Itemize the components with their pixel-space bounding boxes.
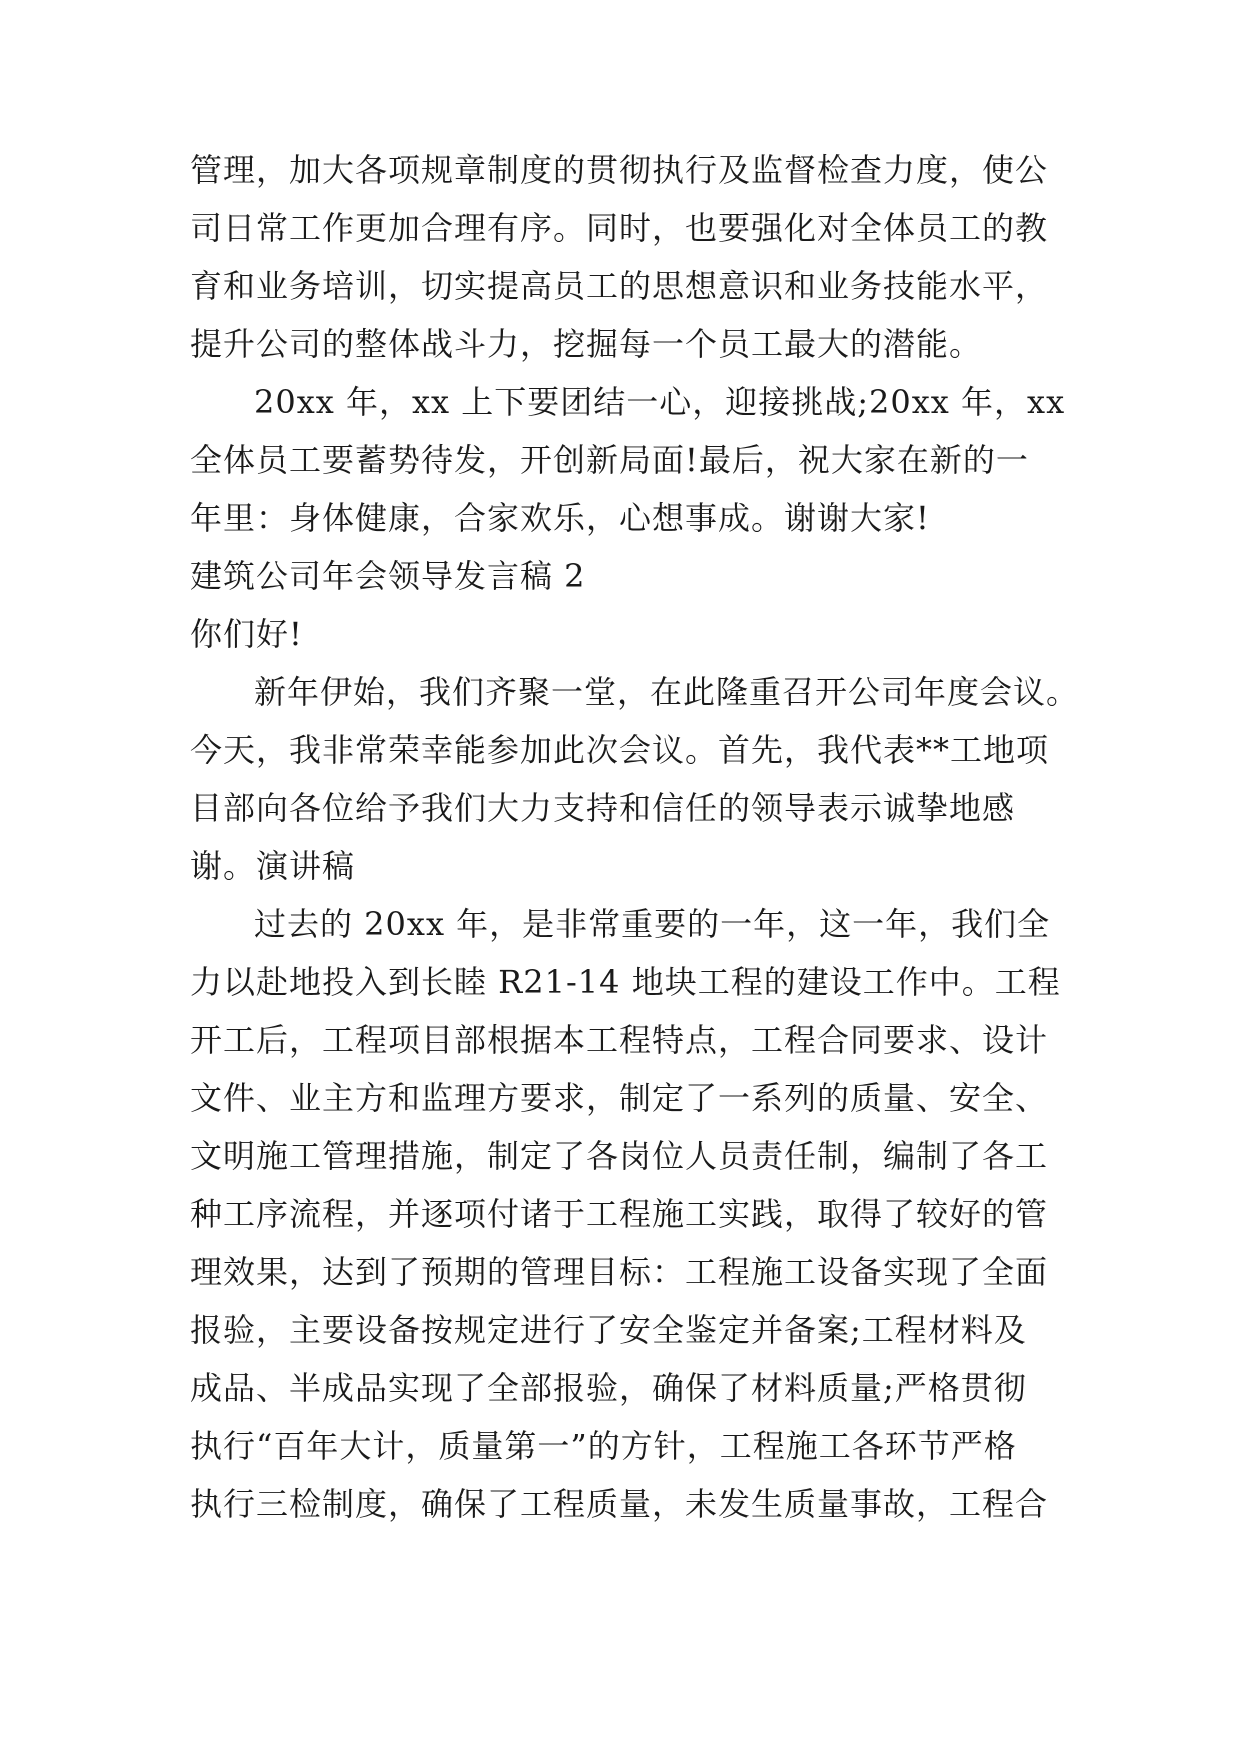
paragraph-line: 成品、半成品实现了全部报验，确保了材料质量;严格贯彻 bbox=[190, 1369, 1027, 1407]
paragraph-line: 文件、业主方和监理方要求，制定了一系列的质量、安全、 bbox=[190, 1079, 1049, 1117]
paragraph-line: 提升公司的整体战斗力，挖掘每一个员工最大的潜能。 bbox=[190, 325, 983, 363]
paragraph-line: 开工后，工程项目部根据本工程特点，工程合同要求、设计 bbox=[190, 1021, 1049, 1059]
paragraph-line: 管理，加大各项规章制度的贯彻执行及监督检查力度，使公 bbox=[190, 151, 1049, 189]
paragraph-line: 年里：身体健康，合家欢乐，心想事成。谢谢大家! bbox=[190, 499, 930, 537]
paragraph-line: 全体员工要蓄势待发，开创新局面!最后，祝大家在新的一 bbox=[190, 441, 1029, 479]
paragraph-line: 司日常工作更加合理有序。同时，也要强化对全体员工的教 bbox=[190, 209, 1049, 247]
paragraph-line: 理效果，达到了预期的管理目标：工程施工设备实现了全面 bbox=[190, 1253, 1049, 1291]
paragraph-line: 今天，我非常荣幸能参加此次会议。首先，我代表**工地项 bbox=[190, 731, 1050, 769]
paragraph-line: 谢。演讲稿 bbox=[190, 847, 356, 885]
paragraph-line: 新年伊始，我们齐聚一堂，在此隆重召开公司年度会议。 bbox=[254, 673, 1080, 711]
paragraph-line: 执行三检制度，确保了工程质量，未发生质量事故，工程合 bbox=[190, 1485, 1049, 1523]
paragraph-line: 20xx 年，xx 上下要团结一心，迎接挑战;20xx 年，xx bbox=[254, 383, 1066, 421]
paragraph-line: 力以赴地投入到长睦 R21-14 地块工程的建设工作中。工程 bbox=[190, 963, 1061, 1001]
paragraph-line: 报验，主要设备按规定进行了安全鉴定并备案;工程材料及 bbox=[190, 1311, 1027, 1349]
paragraph-line: 文明施工管理措施，制定了各岗位人员责任制，编制了各工 bbox=[190, 1137, 1049, 1175]
paragraph-line: 育和业务培训，切实提高员工的思想意识和业务技能水平， bbox=[190, 267, 1049, 305]
greeting-line: 你们好! bbox=[190, 615, 303, 653]
paragraph-line: 执行“百年大计，质量第一”的方针，工程施工各环节严格 bbox=[190, 1427, 1017, 1465]
section-heading: 建筑公司年会领导发言稿 2 bbox=[190, 557, 586, 595]
paragraph-line: 过去的 20xx 年，是非常重要的一年，这一年，我们全 bbox=[254, 905, 1051, 943]
paragraph-line: 种工序流程，并逐项付诸于工程施工实践，取得了较好的管 bbox=[190, 1195, 1049, 1233]
paragraph-line: 目部向各位给予我们大力支持和信任的领导表示诚挚地感 bbox=[190, 789, 1016, 827]
